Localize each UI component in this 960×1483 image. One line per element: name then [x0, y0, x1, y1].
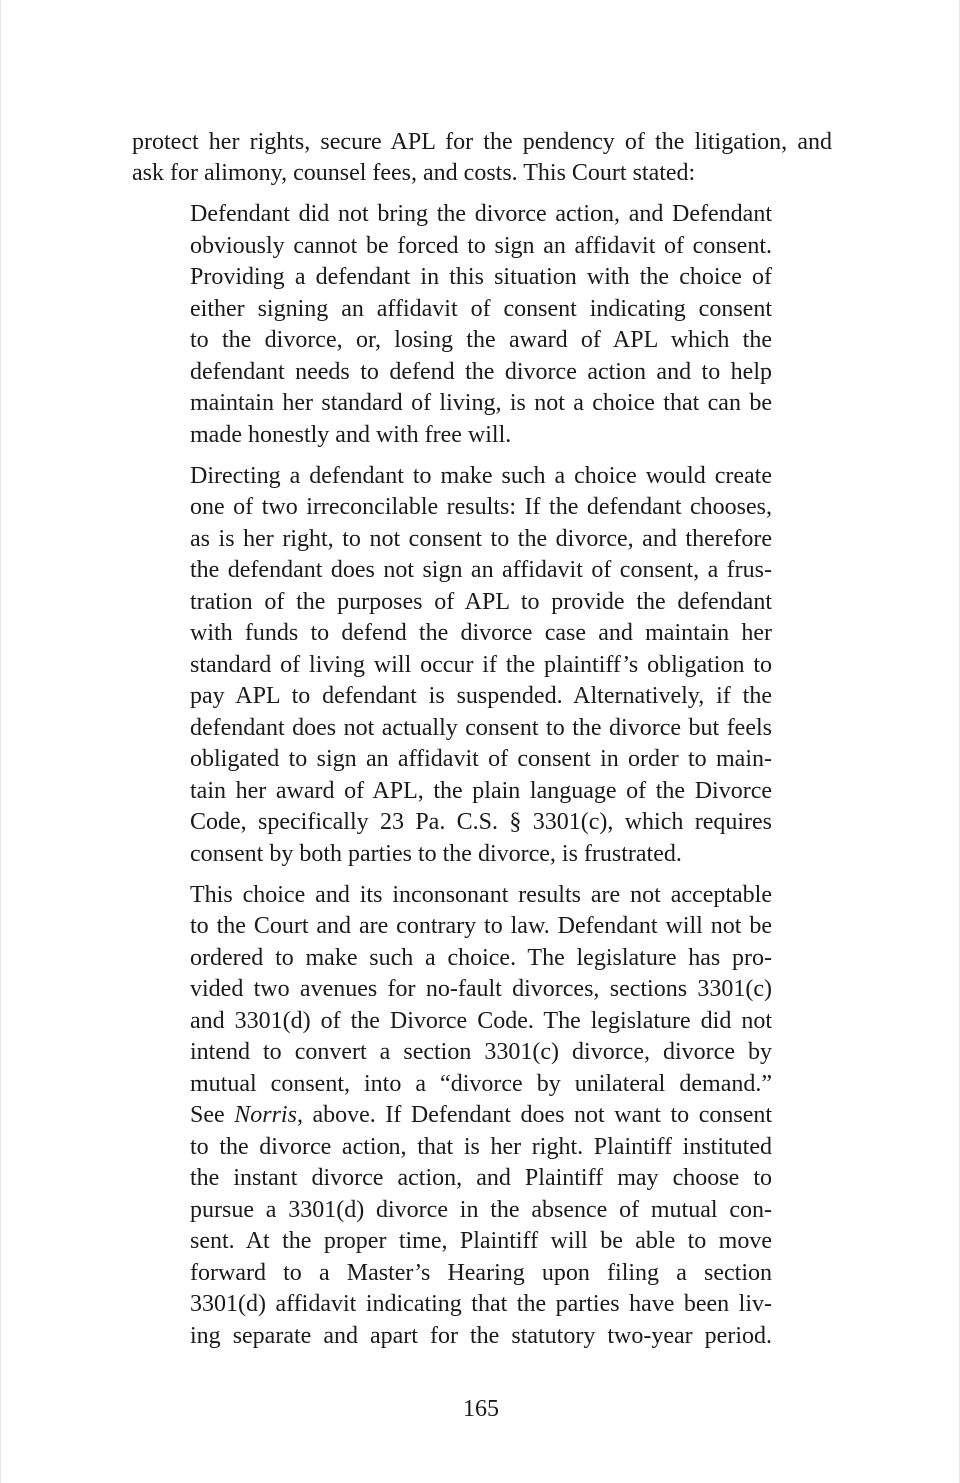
quote-line: Providing a defendant in this situation with the choice of	[190, 264, 772, 290]
quote-line: and 3301(d) of the Divorce Code. The legislature did not	[190, 1008, 772, 1034]
case-citation-norris: Norris	[234, 1102, 297, 1128]
quote-line: to the divorce, or, losing the award of APL which the	[190, 327, 772, 353]
quote-line: pay APL to defendant is suspended. Alternatively, if the	[190, 683, 772, 709]
quote-line: to the divorce action, that is her right. Plaintiff instituted	[190, 1134, 772, 1160]
quote-line: the defendant does not sign an affidavit of consent, a frus-	[190, 557, 772, 583]
quote-line-with-citation	[190, 1100, 772, 1130]
quote-line: made honestly and with free will.	[190, 422, 512, 448]
quote-line: maintain her standard of living, is not a choice that can be	[190, 390, 772, 416]
intro-line: ask for alimony, counsel fees, and costs. This Court stated:	[132, 160, 696, 186]
quote-line: Defendant did not bring the divorce action, and Defendant	[190, 201, 772, 227]
quote-line: defendant needs to defend the divorce action and to help	[190, 359, 772, 385]
quote-line: vided two avenues for no-fault divorces, sections 3301(c)	[190, 976, 772, 1002]
quote-line: Code, specifically 23 Pa. C.S. § 3301(c), which requires	[190, 809, 772, 835]
quote-line: either signing an affidavit of consent indicating consent	[190, 296, 772, 322]
quote-line: mutual consent, into a “divorce by unilateral demand.”	[190, 1071, 772, 1097]
quote-line: defendant does not actually consent to the divorce but feels	[190, 715, 772, 741]
citation-suffix: , above. If Defendant does not want to consent	[296, 1102, 773, 1128]
quote-line: consent by both parties to the divorce, is frustrated.	[190, 841, 682, 867]
citation-prefix: See	[190, 1102, 235, 1128]
quote-line: ing separate and apart for the statutory two-year period.	[190, 1323, 772, 1349]
quote-line: tration of the purposes of APL to provide the defendant	[190, 589, 772, 615]
quote-line: Directing a defendant to make such a choice would create	[190, 463, 772, 489]
quote-line: with funds to defend the divorce case and maintain her	[190, 620, 772, 646]
quote-line: forward to a Master’s Hearing upon filing a section	[190, 1260, 772, 1286]
quote-line: as is her right, to not consent to the divorce, and therefore	[190, 526, 772, 552]
quote-line: one of two irreconcilable results: If the defendant chooses,	[190, 494, 772, 520]
quote-line: pursue a 3301(d) divorce in the absence of mutual con-	[190, 1197, 772, 1223]
quote-line: sent. At the proper time, Plaintiff will be able to move	[190, 1228, 772, 1254]
quote-line: obligated to sign an affidavit of consent in order to main-	[190, 746, 772, 772]
page-number: 165	[463, 1396, 499, 1422]
intro-line: protect her rights, secure APL for the pendency of the litigation, and	[132, 129, 832, 155]
quote-line: the instant divorce action, and Plaintiff may choose to	[190, 1165, 772, 1191]
quote-line: obviously cannot be forced to sign an affidavit of consent.	[190, 233, 772, 259]
quote-line: 3301(d) affidavit indicating that the parties have been liv-	[190, 1291, 772, 1317]
quote-line: This choice and its inconsonant results are not acceptable	[190, 882, 772, 908]
quote-line: tain her award of APL, the plain language of the Divorce	[190, 778, 772, 804]
quote-line: to the Court and are contrary to law. Defendant will not be	[190, 913, 772, 939]
quote-line: ordered to make such a choice. The legislature has pro-	[190, 945, 772, 971]
quote-line: intend to convert a section 3301(c) divorce, divorce by	[190, 1039, 772, 1065]
quote-line: standard of living will occur if the plaintiff’s obligation to	[190, 652, 772, 678]
